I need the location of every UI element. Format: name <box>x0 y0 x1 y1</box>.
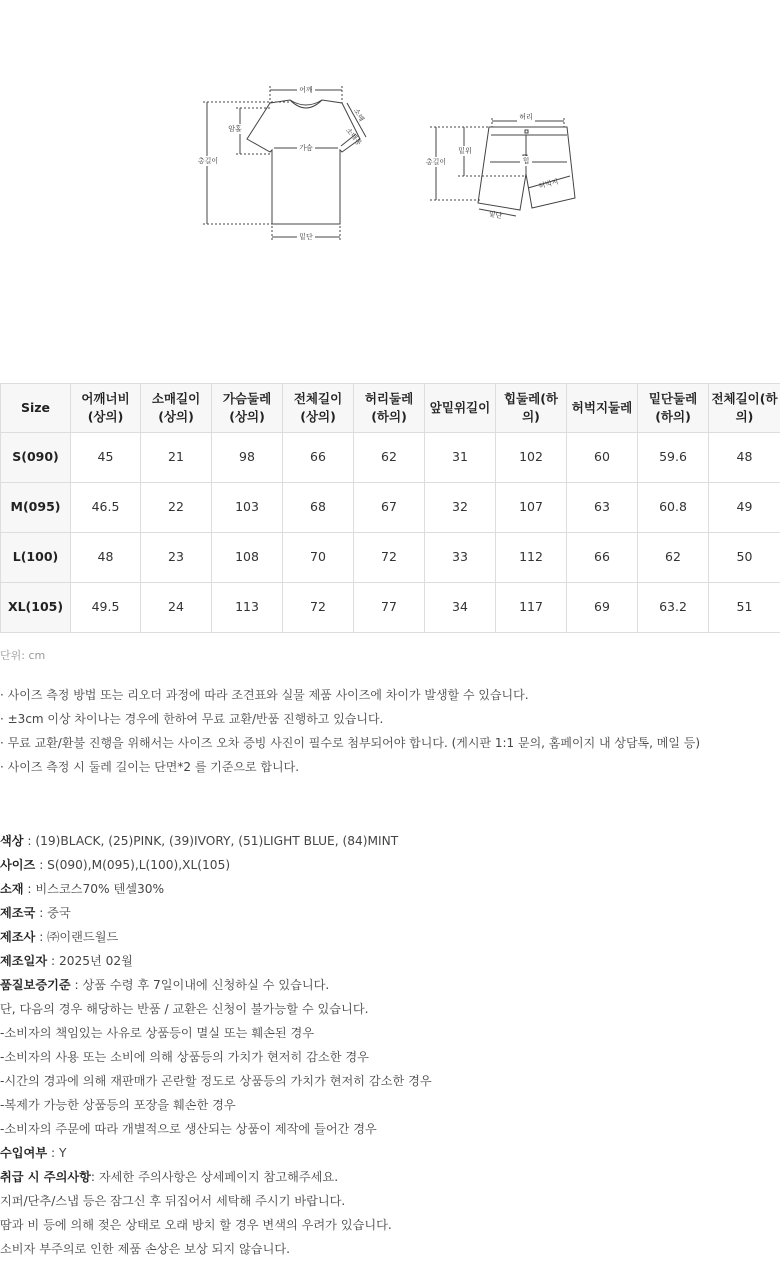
header-cell: 밑단둘레(하의) <box>638 384 709 433</box>
info-value: : ㈜이랜드월드 <box>35 930 118 944</box>
info-label: 사이즈 <box>0 858 35 872</box>
list-item: · 무료 교환/환불 진행을 위해서는 사이즈 오차 증빙 사진이 필수로 첨부되어야 합니다. (게시판 1:1 문의, 홈페이지 내 상담톡, 메일 등) <box>0 733 700 757</box>
info-row-text <box>0 1071 780 1095</box>
table-cell: 112 <box>496 533 567 583</box>
table-cell: 103 <box>212 483 283 533</box>
table-cell: 48 <box>71 533 141 583</box>
list-item: · ±3cm 이상 차이나는 경우에 한하여 무료 교환/반품 진행하고 있습니다. <box>0 709 700 733</box>
table-row <box>1 583 780 633</box>
table-cell: 50 <box>709 533 780 583</box>
info-value: : 2025년 02월 <box>47 954 133 968</box>
info-value: -복제가 가능한 상품등의 포장을 훼손한 경우 <box>0 1098 236 1112</box>
info-value: : 상품 수령 후 7일이내에 신청하실 수 있습니다. <box>71 978 330 992</box>
info-value: 단, 다음의 경우 해당하는 반품 / 교환은 신청이 불가능할 수 있습니다. <box>0 1002 368 1016</box>
table-cell: 66 <box>567 533 638 583</box>
table-row <box>1 433 780 483</box>
header-cell: Size <box>1 384 71 433</box>
header-cell: 허벅지둘레 <box>567 384 638 433</box>
table-cell: 33 <box>425 533 496 583</box>
info-row-text <box>0 1239 780 1263</box>
table-cell: 77 <box>354 583 425 633</box>
label-rise: 밑위 <box>458 146 472 155</box>
table-row <box>1 533 780 583</box>
info-value: : 비스코스70% 텐셀30% <box>24 882 165 896</box>
header-cell: 힙둘레(하의) <box>496 384 567 433</box>
table-cell: 117 <box>496 583 567 633</box>
info-value: : 자세한 주의사항은 상세페이지 참고해주세요. <box>91 1170 338 1184</box>
label-waist: 허리 <box>519 112 533 121</box>
info-value: : Y <box>47 1146 66 1160</box>
size-label-cell: L(100) <box>1 533 71 583</box>
table-cell: 113 <box>212 583 283 633</box>
info-row-care <box>0 1167 780 1191</box>
info-row-text <box>0 1215 780 1239</box>
label-armhole: 암홀 <box>228 124 242 133</box>
table-cell: 68 <box>283 483 354 533</box>
table-cell: 24 <box>141 583 212 633</box>
table-cell: 108 <box>212 533 283 583</box>
info-value: 땀과 비 등에 의해 젖은 상태로 오래 방치 할 경우 변색의 우려가 있습니다. <box>0 1218 392 1232</box>
info-label: 수입여부 <box>0 1146 47 1160</box>
table-cell: 66 <box>283 433 354 483</box>
info-label: 제조국 <box>0 906 35 920</box>
table-cell: 34 <box>425 583 496 633</box>
label-shoulder: 어깨 <box>299 85 313 94</box>
size-table-header-row <box>1 384 780 433</box>
measurement-diagram <box>0 0 780 382</box>
header-cell: 가슴둘레(상의) <box>212 384 283 433</box>
label-sleeve-opening: 소매통 <box>344 126 364 148</box>
info-row-warranty <box>0 975 780 999</box>
table-cell: 48 <box>709 433 780 483</box>
info-label: 색상 <box>0 834 24 848</box>
table-cell: 49 <box>709 483 780 533</box>
info-label: 제조일자 <box>0 954 47 968</box>
info-row-material <box>0 879 780 903</box>
table-cell: 23 <box>141 533 212 583</box>
header-cell: 소매길이(상의) <box>141 384 212 433</box>
table-cell: 21 <box>141 433 212 483</box>
info-row-manufacturer <box>0 927 780 951</box>
info-value: -소비자의 주문에 따라 개별적으로 생산되는 상품이 제작에 들어간 경우 <box>0 1122 377 1136</box>
info-label: 취급 시 주의사항 <box>0 1170 91 1184</box>
table-cell: 69 <box>567 583 638 633</box>
table-cell: 22 <box>141 483 212 533</box>
label-sleeve: 소매 <box>352 107 367 123</box>
info-value: : 중국 <box>35 906 70 920</box>
label-shorts-length: 총길이 <box>426 157 446 166</box>
list-item: · 사이즈 측정 시 둘레 길이는 단면*2 를 기준으로 합니다. <box>0 757 700 781</box>
table-cell: 102 <box>496 433 567 483</box>
size-label-cell: XL(105) <box>1 583 71 633</box>
table-cell: 59.6 <box>638 433 709 483</box>
header-cell: 전체길이(하의) <box>709 384 780 433</box>
table-cell: 62 <box>638 533 709 583</box>
label-tshirt-length: 총길이 <box>198 156 218 165</box>
size-label-cell: S(090) <box>1 433 71 483</box>
table-cell: 72 <box>354 533 425 583</box>
label-chest: 가슴 <box>299 143 313 152</box>
header-cell: 앞밑위길이 <box>425 384 496 433</box>
info-row-size <box>0 855 780 879</box>
table-cell: 67 <box>354 483 425 533</box>
table-cell: 70 <box>283 533 354 583</box>
table-cell: 72 <box>283 583 354 633</box>
info-value: -소비자의 책임있는 사유로 상품등이 멸실 또는 훼손된 경우 <box>0 1026 314 1040</box>
info-value: : S(090),M(095),L(100),XL(105) <box>35 858 230 872</box>
measurement-diagram-svg <box>0 0 780 382</box>
size-label-cell: M(095) <box>1 483 71 533</box>
table-cell: 45 <box>71 433 141 483</box>
info-value: 지퍼/단추/스냅 등은 잠그신 후 뒤집어서 세탁해 주시기 바랍니다. <box>0 1194 345 1208</box>
table-cell: 60 <box>567 433 638 483</box>
table-cell: 51 <box>709 583 780 633</box>
label-hip: 힙 <box>523 156 530 165</box>
size-notes <box>0 685 700 781</box>
info-value: -시간의 경과에 의해 재판매가 곤란할 정도로 상품등의 가치가 현저히 감소한 경우 <box>0 1074 432 1088</box>
info-row-country <box>0 903 780 927</box>
table-cell: 60.8 <box>638 483 709 533</box>
info-value: 소비자 부주의로 인한 제품 손상은 보상 되지 않습니다. <box>0 1242 290 1256</box>
table-cell: 107 <box>496 483 567 533</box>
info-row-text <box>0 1191 780 1215</box>
label-thigh: 허벅지 <box>537 177 559 191</box>
info-row-text <box>0 1047 780 1071</box>
unit-note: 단위: cm <box>0 647 45 663</box>
table-cell: 63.2 <box>638 583 709 633</box>
label-tshirt-hem: 밑단 <box>299 232 313 241</box>
table-cell: 62 <box>354 433 425 483</box>
table-row <box>1 483 780 533</box>
info-row-text <box>0 1023 780 1047</box>
shorts-diagram <box>430 118 575 216</box>
table-cell: 31 <box>425 433 496 483</box>
info-row-import <box>0 1143 780 1167</box>
info-row-text <box>0 1095 780 1119</box>
tshirt-diagram <box>203 86 366 241</box>
info-label: 제조사 <box>0 930 35 944</box>
header-cell: 허리둘레(하의) <box>354 384 425 433</box>
info-row-date <box>0 951 780 975</box>
info-row-text <box>0 999 780 1023</box>
label-shorts-hem: 밑단 <box>488 209 503 220</box>
info-label: 품질보증기준 <box>0 978 71 992</box>
info-row-text <box>0 1119 780 1143</box>
product-info <box>0 831 780 1263</box>
table-cell: 63 <box>567 483 638 533</box>
info-row-color <box>0 831 780 855</box>
table-cell: 32 <box>425 483 496 533</box>
info-label: 소재 <box>0 882 24 896</box>
info-value: -소비자의 사용 또는 소비에 의해 상품등의 가치가 현저히 감소한 경우 <box>0 1050 369 1064</box>
info-value: : (19)BLACK, (25)PINK, (39)IVORY, (51)LIGHT BLUE, (84)MINT <box>24 834 399 848</box>
list-item: · 사이즈 측정 방법 또는 리오더 과정에 따라 조견표와 실물 제품 사이즈에 차이가 발생할 수 있습니다. <box>0 685 700 709</box>
header-cell: 어깨너비(상의) <box>71 384 141 433</box>
header-cell: 전체길이(상의) <box>283 384 354 433</box>
size-table <box>0 383 780 633</box>
table-cell: 46.5 <box>71 483 141 533</box>
table-cell: 49.5 <box>71 583 141 633</box>
table-cell: 98 <box>212 433 283 483</box>
tshirt-outline <box>247 100 360 224</box>
